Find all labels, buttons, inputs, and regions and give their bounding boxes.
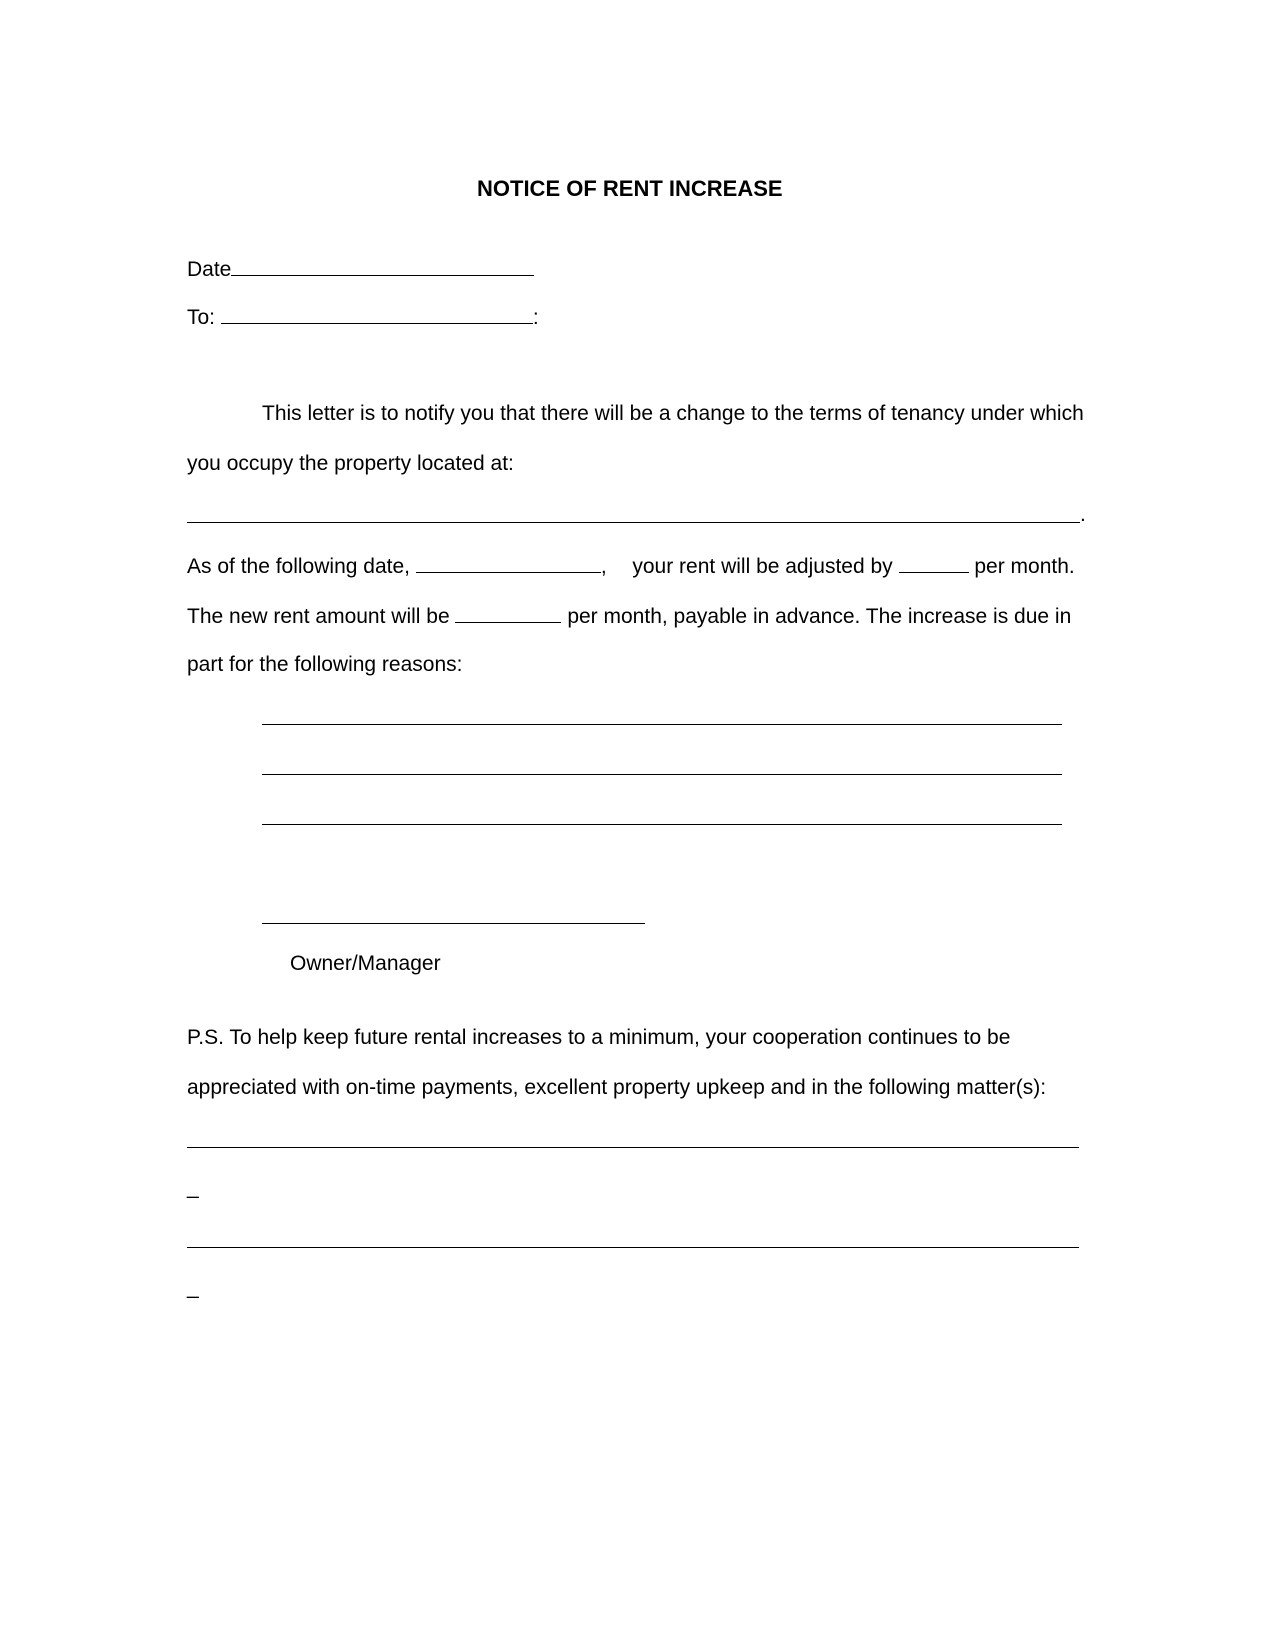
date-change-comma: , — [600, 555, 607, 578]
document-title: NOTICE OF RENT INCREASE — [477, 176, 783, 201]
to-row — [187, 303, 539, 331]
address-end: . — [1080, 503, 1086, 526]
to-suffix: : — [532, 306, 539, 329]
ps-line1: P.S. To help keep future rental increases to a minimum, your cooperation continues to be — [187, 1026, 1011, 1049]
address-blank[interactable] — [187, 522, 1080, 523]
matter-blank-1[interactable] — [187, 1147, 1079, 1148]
reason-blank-2[interactable] — [262, 774, 1062, 775]
paragraph1-line1: This letter is to notify you that there will be a change to the terms of tenancy under which — [262, 402, 1084, 425]
date-change-prefix: As of the following date, — [187, 555, 410, 578]
rent-adjust-text: your rent will be adjusted by — [632, 555, 893, 578]
matter-blank-2[interactable] — [187, 1247, 1079, 1248]
date-change-suffix: per month. — [974, 555, 1075, 578]
date-label: Date — [187, 258, 232, 281]
date-change-row — [187, 552, 1075, 580]
reason-blank-1[interactable] — [262, 724, 1062, 725]
to-label: To: — [187, 306, 216, 329]
adjust-amount-blank[interactable] — [899, 552, 969, 573]
new-rent-suffix: per month, payable in advance. The increase is due in — [567, 605, 1072, 628]
date-row — [187, 255, 534, 283]
new-rent-row — [187, 602, 1071, 630]
trailing-mark-1: _ — [187, 1176, 199, 1199]
reasons-line: part for the following reasons: — [187, 653, 463, 676]
trailing-mark-2: _ — [187, 1276, 199, 1299]
paragraph1-line2: you occupy the property located at: — [187, 452, 514, 475]
ps-line2: appreciated with on-time payments, excellent property upkeep and in the following matter(s): — [187, 1076, 1047, 1099]
reason-blank-3[interactable] — [262, 824, 1062, 825]
new-rent-prefix: The new rent amount will be — [187, 605, 450, 628]
effective-date-blank[interactable] — [416, 552, 601, 573]
to-blank[interactable] — [221, 303, 533, 324]
signature-blank[interactable] — [262, 923, 645, 924]
date-blank[interactable] — [231, 255, 534, 276]
signature-label: Owner/Manager — [290, 952, 441, 975]
new-rent-blank[interactable] — [455, 602, 561, 623]
